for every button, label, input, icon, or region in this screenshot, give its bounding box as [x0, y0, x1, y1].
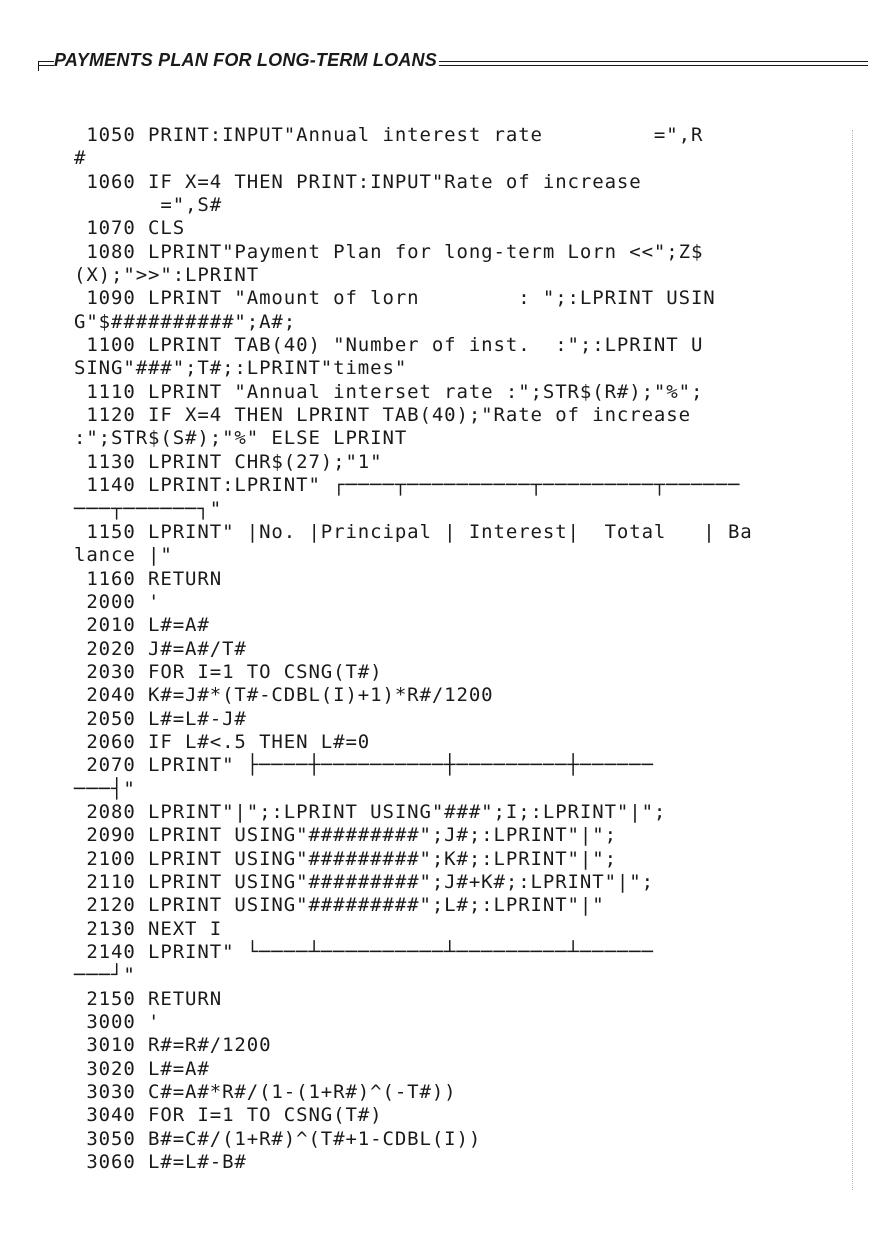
- code-line: 1140 LPRINT:LPRINT" ┌────┬──────────┬─────────┬──────: [74, 474, 741, 497]
- header-corner-tick: [38, 61, 39, 71]
- code-line: 2050 L#=L#-J#: [74, 707, 247, 730]
- code-line: ───┬──────┐": [74, 497, 223, 520]
- code-line: 1110 LPRINT "Annual interset rate :";STR$(R#);"%";: [74, 380, 704, 403]
- code-line: 3040 FOR I=1 TO CSNG(T#): [74, 1104, 383, 1127]
- code-line: =",S#: [74, 194, 223, 217]
- code-line: 2020 J#=A#/T#: [74, 637, 247, 660]
- margin-scan-marks: [852, 130, 855, 1190]
- code-line: 2080 LPRINT"|";:LPRINT USING"###";I;:LPRINT"|";: [74, 800, 667, 823]
- code-line: 1080 LPRINT"Payment Plan for long-term Lorn <<";Z$: [74, 240, 704, 263]
- code-line: 3020 L#=A#: [74, 1057, 210, 1080]
- code-line: 1050 PRINT:INPUT"Annual interest rate =",R: [74, 124, 704, 146]
- code-line: 2140 LPRINT" └────┴──────────┴─────────┴──────: [74, 941, 654, 964]
- code-line: ───┤": [74, 777, 136, 800]
- code-line: ───┘": [74, 964, 136, 987]
- code-line: 1090 LPRINT "Amount of lorn : ";:LPRINT USIN: [74, 287, 716, 310]
- code-line: 3000 ': [74, 1011, 161, 1034]
- code-line: 2060 IF L#<.5 THEN L#=0: [74, 730, 371, 753]
- code-line: 2130 NEXT I: [74, 917, 223, 940]
- code-line: 1150 LPRINT" |No. |Principal | Interest| Total | Ba: [74, 520, 753, 543]
- code-line: 2000 ': [74, 590, 161, 613]
- code-line: 2100 LPRINT USING"#########";K#;:LPRINT"|";: [74, 847, 617, 870]
- code-line: 2070 LPRINT" ├────┼──────────┼─────────┼──────: [74, 754, 654, 777]
- page-title: PAYMENTS PLAN FOR LONG-TERM LOANS: [54, 50, 437, 70]
- code-line: 2030 FOR I=1 TO CSNG(T#): [74, 660, 383, 683]
- code-line: 3060 L#=L#-B#: [74, 1151, 247, 1174]
- code-line: 3050 B#=C#/(1+R#)^(T#+1-CDBL(I)): [74, 1127, 482, 1150]
- code-line: 2010 L#=A#: [74, 614, 210, 637]
- code-line: :";STR$(S#);"%" ELSE LPRINT: [74, 427, 408, 450]
- code-line: 3010 R#=R#/1200: [74, 1034, 272, 1057]
- code-line: lance |": [74, 544, 173, 567]
- code-line: 1100 LPRINT TAB(40) "Number of inst. :";:LPRINT U: [74, 334, 704, 357]
- code-line: 2090 LPRINT USING"#########";J#;:LPRINT"|";: [74, 824, 617, 847]
- code-line: (X);">>":LPRINT: [74, 264, 260, 287]
- code-line: 1070 CLS: [74, 217, 186, 240]
- code-line: 2040 K#=J#*(T#-CDBL(I)+1)*R#/1200: [74, 684, 494, 707]
- code-line: 2110 LPRINT USING"#########";J#+K#;:LPRINT"|";: [74, 871, 654, 893]
- code-line: 1130 LPRINT CHR$(27);"1": [74, 450, 383, 473]
- code-line: 1160 RETURN: [74, 567, 223, 590]
- code-line: #: [74, 147, 87, 170]
- code-line: 2120 LPRINT USING"#########";L#;:LPRINT"|": [74, 894, 605, 917]
- code-line: 1060 IF X=4 THEN PRINT:INPUT"Rate of increase: [74, 170, 642, 193]
- code-line: G"$##########";A#;: [74, 310, 297, 333]
- code-line: SING"###";T#;:LPRINT"times": [74, 357, 408, 380]
- code-line: 1120 IF X=4 THEN LPRINT TAB(40);"Rate of increase: [74, 404, 691, 427]
- page-header: [38, 50, 868, 74]
- code-line: 3030 C#=A#*R#/(1-(1+R#)^(-T#)): [74, 1081, 457, 1104]
- basic-program-listing: [74, 124, 814, 1174]
- code-line: 2150 RETURN: [74, 987, 223, 1010]
